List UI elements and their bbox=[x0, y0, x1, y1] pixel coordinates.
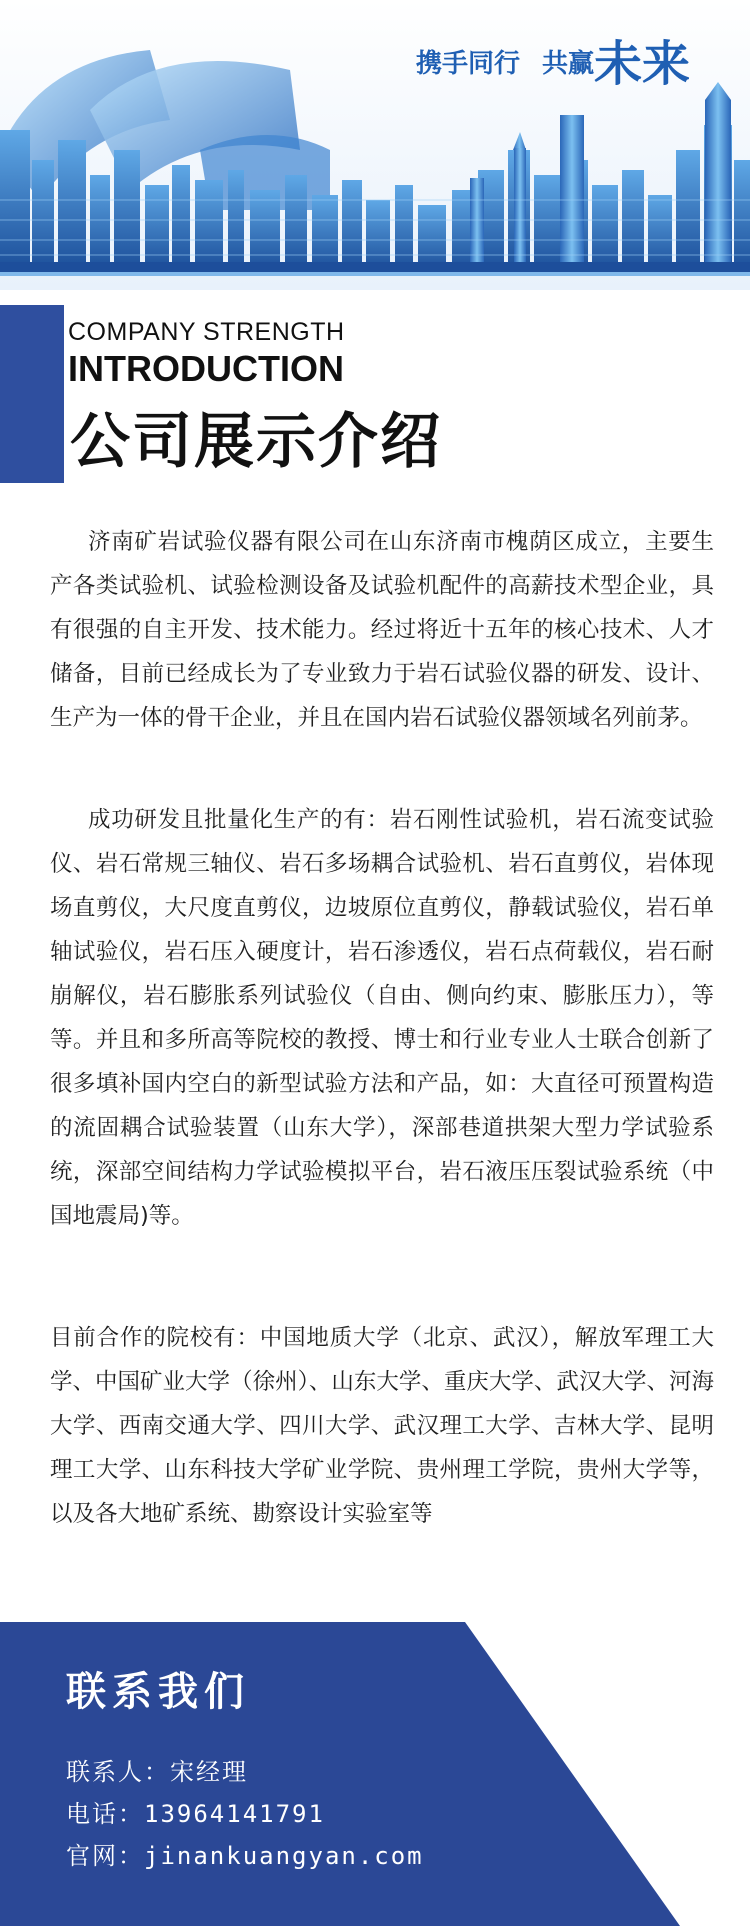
contact-title: 联系我们 bbox=[66, 1669, 250, 1715]
contact-section bbox=[0, 1622, 750, 1926]
intro-paragraph-1: 济南矿岩试验仪器有限公司在山东济南市槐荫区成立，主要生产各类试验机、试验检测设备及试验机配件的高薪技术型企业，具有很强的自主开发、技术能力。经过将近十五年的核心技术、人才储备，目前已经成长为了专业致力于岩石试验仪器的研发、设计、生产为一体的骨干企业，并且在国内岩石试验仪器领域名列前茅。 bbox=[50, 529, 714, 731]
slogan-part2: 共赢 bbox=[541, 49, 594, 79]
intro-paragraph-3: 目前合作的院校有：中国地质大学（北京、武汉），解放军理工大学、中国矿业大学（徐州）、山东大学、重庆大学、武汉大学、河海大学、西南交通大学、四川大学、武汉理工大学、吉林大学、昆明理工大学、山东科技大学矿业学院、贵州理工学院，贵州大学等，以及各大地矿系统、勘察设计实验室等 bbox=[50, 1325, 714, 1527]
contact-person: 联系人：宋经理 bbox=[66, 1758, 248, 1786]
title-en-line1: COMPANY STRENGTH bbox=[68, 318, 345, 346]
slogan-part1: 携手同行 bbox=[415, 49, 520, 79]
slogan-big: 未来 bbox=[593, 36, 690, 92]
city-banner bbox=[0, 0, 750, 290]
intro-paragraph-2: 成功研发且批量化生产的有：岩石刚性试验机，岩石流变试验仪、岩石常规三轴仪、岩石多场耦合试验机、岩石直剪仪，岩体现场直剪仪，大尺度直剪仪，边坡原位直剪仪，静载试验仪，岩石单轴试验仪，岩石压入硬度计，岩石渗透仪，岩石点荷载仪，岩石耐崩解仪，岩石膨胀系列试验仪（自由、侧向约束、膨胀压力），等等。并且和多所高等院校的教授、博士和行业专业人士联合创新了很多填补国内空白的新型试验方法和产品，如：大直径可预置构造的流固耦合试验装置（山东大学），深部巷道拱架大型力学试验系统，深部空间结构力学试验模拟平台，岩石液压压裂试验系统（中国地震局)等。 bbox=[50, 807, 714, 1229]
contact-website[interactable]: 官网：jinankuangyan.com bbox=[66, 1842, 424, 1870]
page-title: 公司展示介绍 bbox=[70, 407, 442, 477]
title-en-line2: INTRODUCTION bbox=[68, 348, 344, 389]
slogan bbox=[415, 36, 690, 92]
title-accent-bar bbox=[0, 305, 64, 483]
contact-phone[interactable]: 电话：13964141791 bbox=[66, 1800, 325, 1828]
